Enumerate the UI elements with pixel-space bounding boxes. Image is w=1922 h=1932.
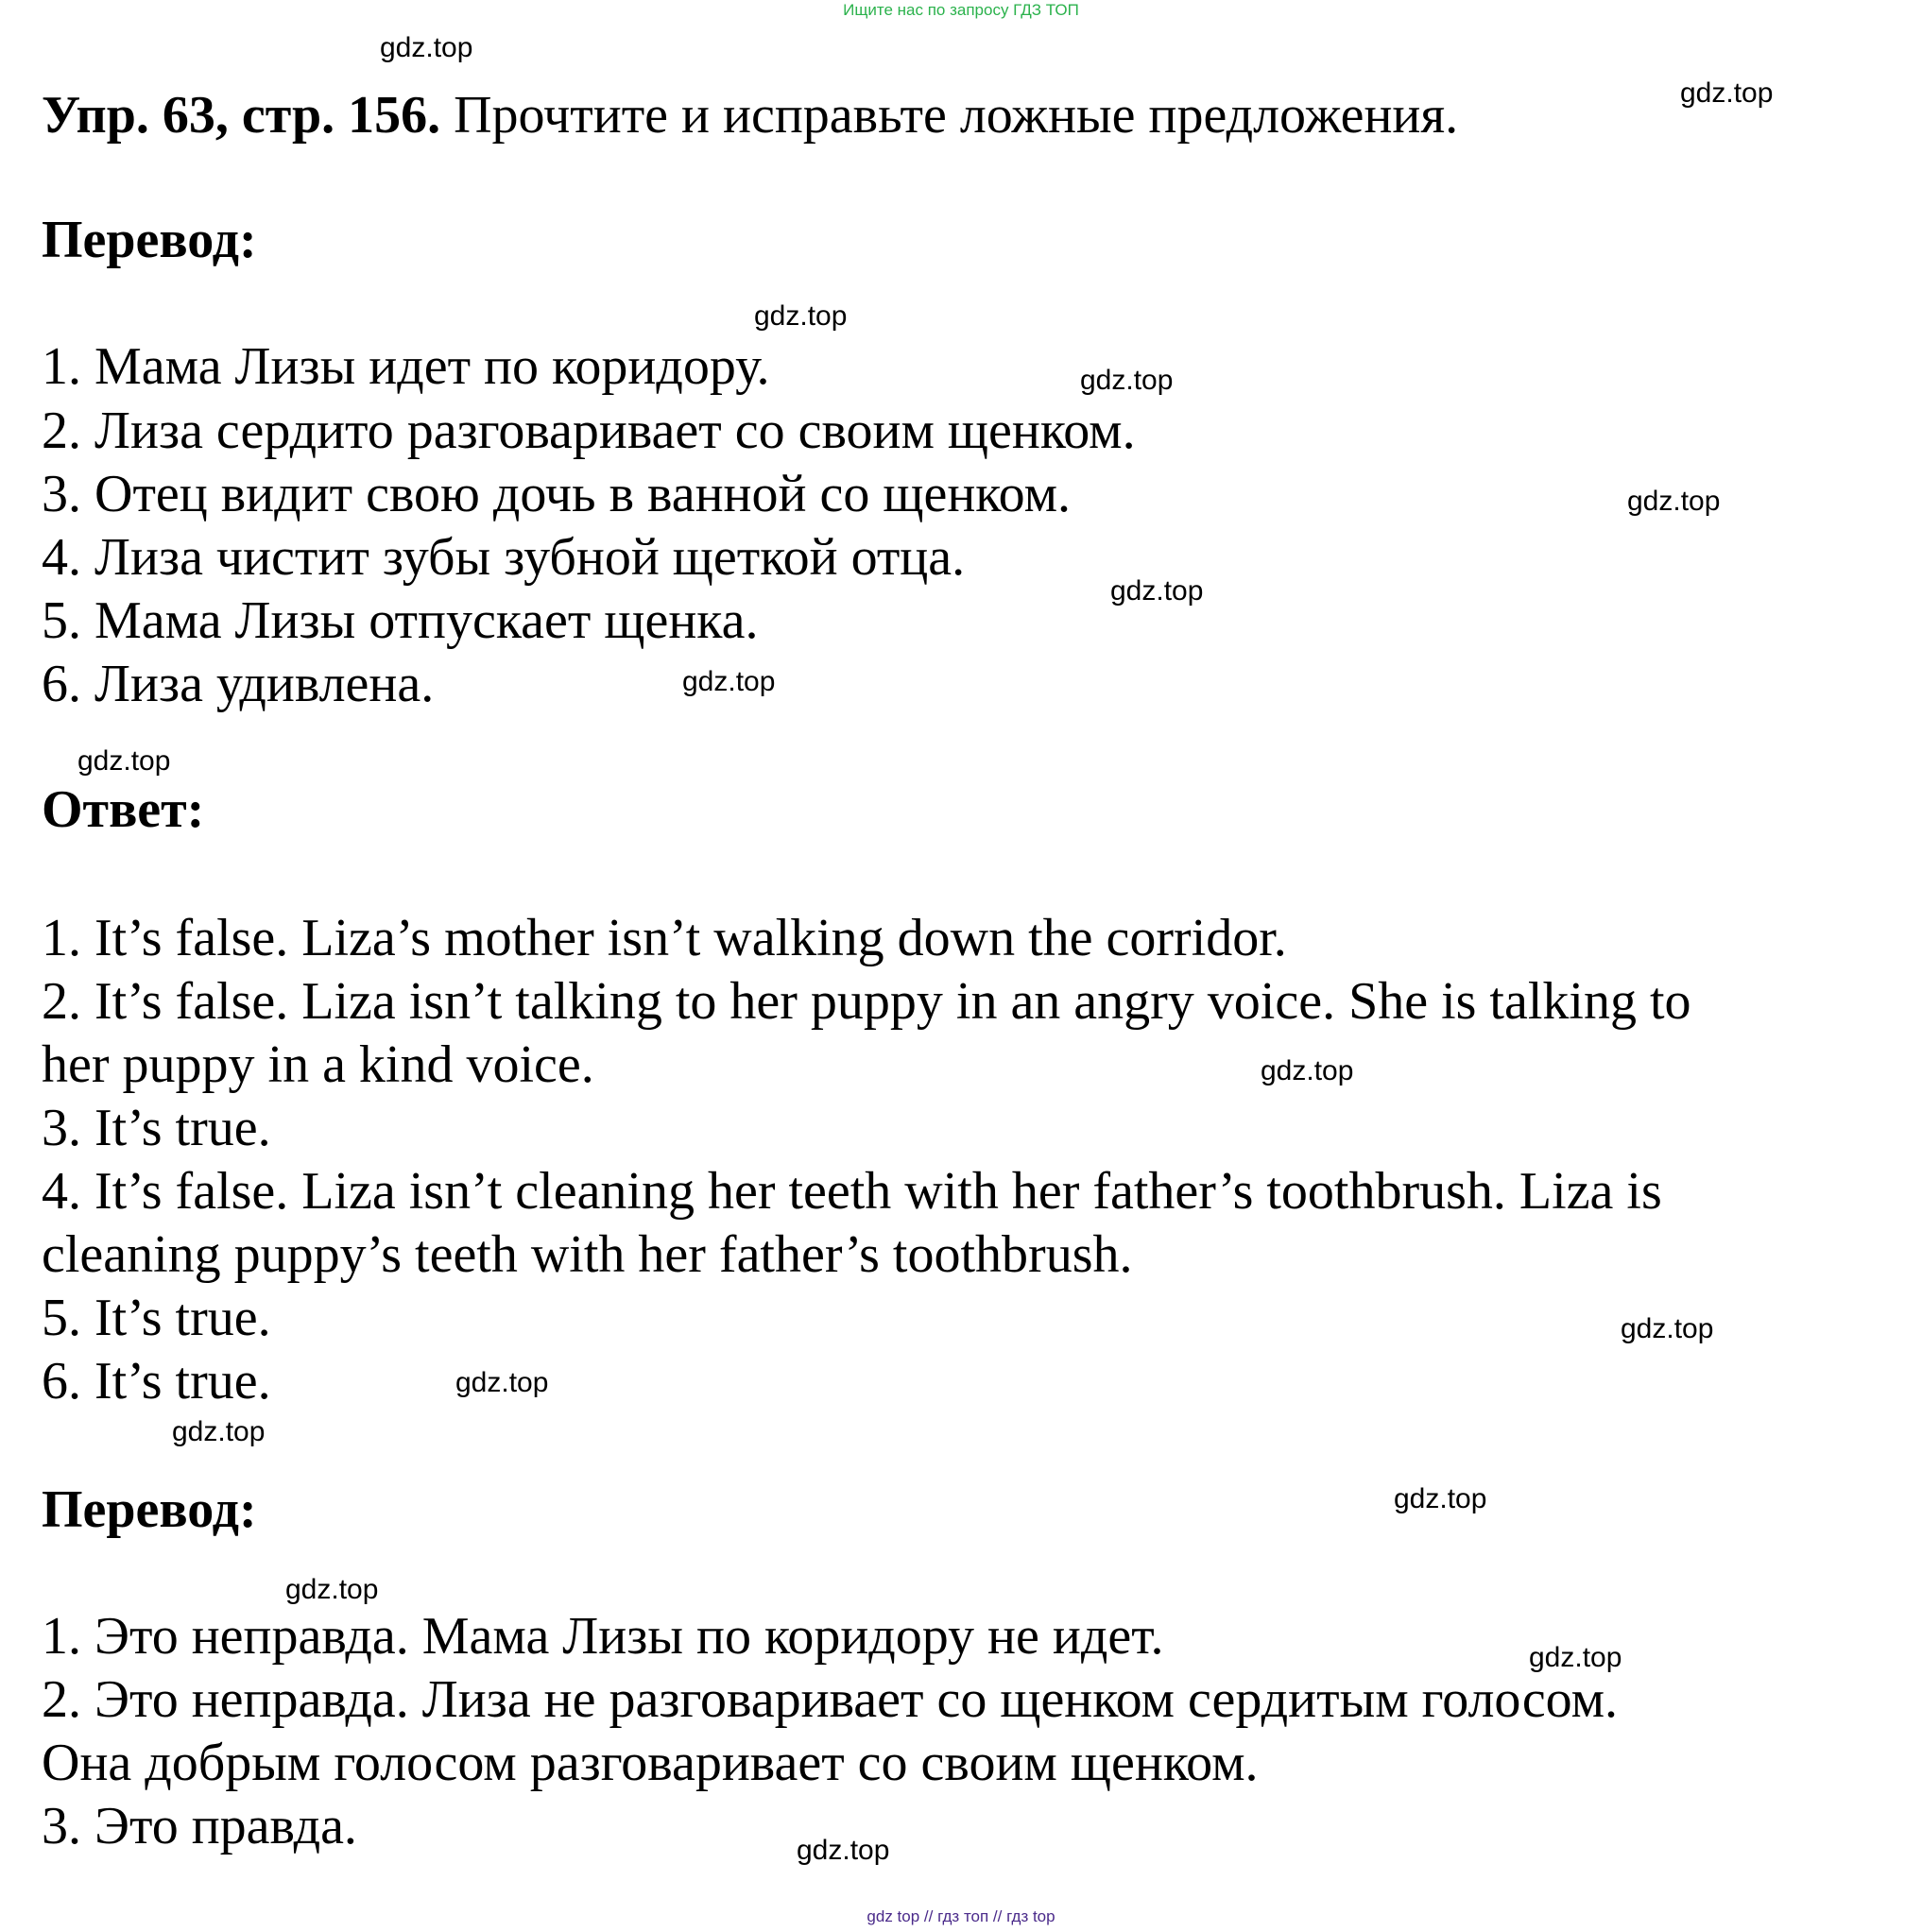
watermark: gdz.top bbox=[1110, 575, 1204, 607]
exercise-instruction: Прочтите и исправьте ложные предложения. bbox=[440, 86, 1459, 145]
translation-line-6: 6. Лиза удивлена. bbox=[42, 655, 435, 713]
watermark: gdz.top bbox=[1621, 1313, 1714, 1344]
answer-line-4: 4. It’s false. Liza isn’t cleaning her teeth with her father’s toothbrush. Liza is bbox=[42, 1162, 1662, 1221]
exercise-title bbox=[42, 85, 1458, 145]
watermark: gdz.top bbox=[754, 300, 848, 332]
watermark: gdz.top bbox=[172, 1416, 266, 1447]
footer-links: gdz top // гдз топ // гдз top bbox=[867, 1907, 1055, 1925]
translation2-line-1: 1. Это неправда. Мама Лизы по коридору не идет. bbox=[42, 1607, 1164, 1666]
translation-heading-1: Перевод: bbox=[42, 211, 257, 269]
answer-heading: Ответ: bbox=[42, 780, 205, 839]
translation-heading-2: Перевод: bbox=[42, 1480, 257, 1539]
answer-line-4-cont: cleaning puppy’s teeth with her father’s toothbrush. bbox=[42, 1225, 1133, 1284]
watermark: gdz.top bbox=[77, 745, 171, 777]
watermark: gdz.top bbox=[1680, 77, 1774, 109]
watermark: gdz.top bbox=[455, 1367, 549, 1398]
watermark: gdz.top bbox=[1080, 365, 1174, 396]
watermark: gdz.top bbox=[380, 32, 473, 63]
translation-line-1: 1. Мама Лизы идет по коридору. bbox=[42, 337, 770, 396]
watermark: gdz.top bbox=[682, 666, 776, 697]
answer-line-1: 1. It’s false. Liza’s mother isn’t walking down the corridor. bbox=[42, 909, 1287, 967]
watermark: gdz.top bbox=[1627, 486, 1721, 517]
watermark: gdz.top bbox=[1529, 1642, 1622, 1673]
watermark: gdz.top bbox=[797, 1835, 890, 1866]
translation-line-3: 3. Отец видит свою дочь в ванной со щенком. bbox=[42, 465, 1072, 523]
answer-line-3: 3. It’s true. bbox=[42, 1099, 271, 1157]
answer-line-2: 2. It’s false. Liza isn’t talking to her puppy in an angry voice. She is talking to bbox=[42, 972, 1691, 1031]
answer-line-5: 5. It’s true. bbox=[42, 1289, 271, 1347]
translation2-line-2-cont: Она добрым голосом разговаривает со своим щенком. bbox=[42, 1734, 1259, 1792]
watermark: gdz.top bbox=[1394, 1483, 1487, 1514]
search-banner: Ищите нас по запросу ГДЗ ТОП bbox=[843, 1, 1079, 19]
watermark: gdz.top bbox=[285, 1574, 379, 1605]
translation-line-4: 4. Лиза чистит зубы зубной щеткой отца. bbox=[42, 528, 966, 587]
translation-line-5: 5. Мама Лизы отпускает щенка. bbox=[42, 591, 759, 650]
translation2-line-2: 2. Это неправда. Лиза не разговаривает со щенком сердитым голосом. bbox=[42, 1670, 1619, 1729]
answer-line-6: 6. It’s true. bbox=[42, 1352, 271, 1411]
exercise-number: Упр. 63, стр. 156. bbox=[42, 86, 441, 145]
translation2-line-3: 3. Это правда. bbox=[42, 1797, 357, 1855]
translation-line-2: 2. Лиза сердито разговаривает со своим щенком. bbox=[42, 402, 1136, 460]
watermark: gdz.top bbox=[1261, 1055, 1354, 1086]
answer-line-2-cont: her puppy in a kind voice. bbox=[42, 1035, 594, 1094]
